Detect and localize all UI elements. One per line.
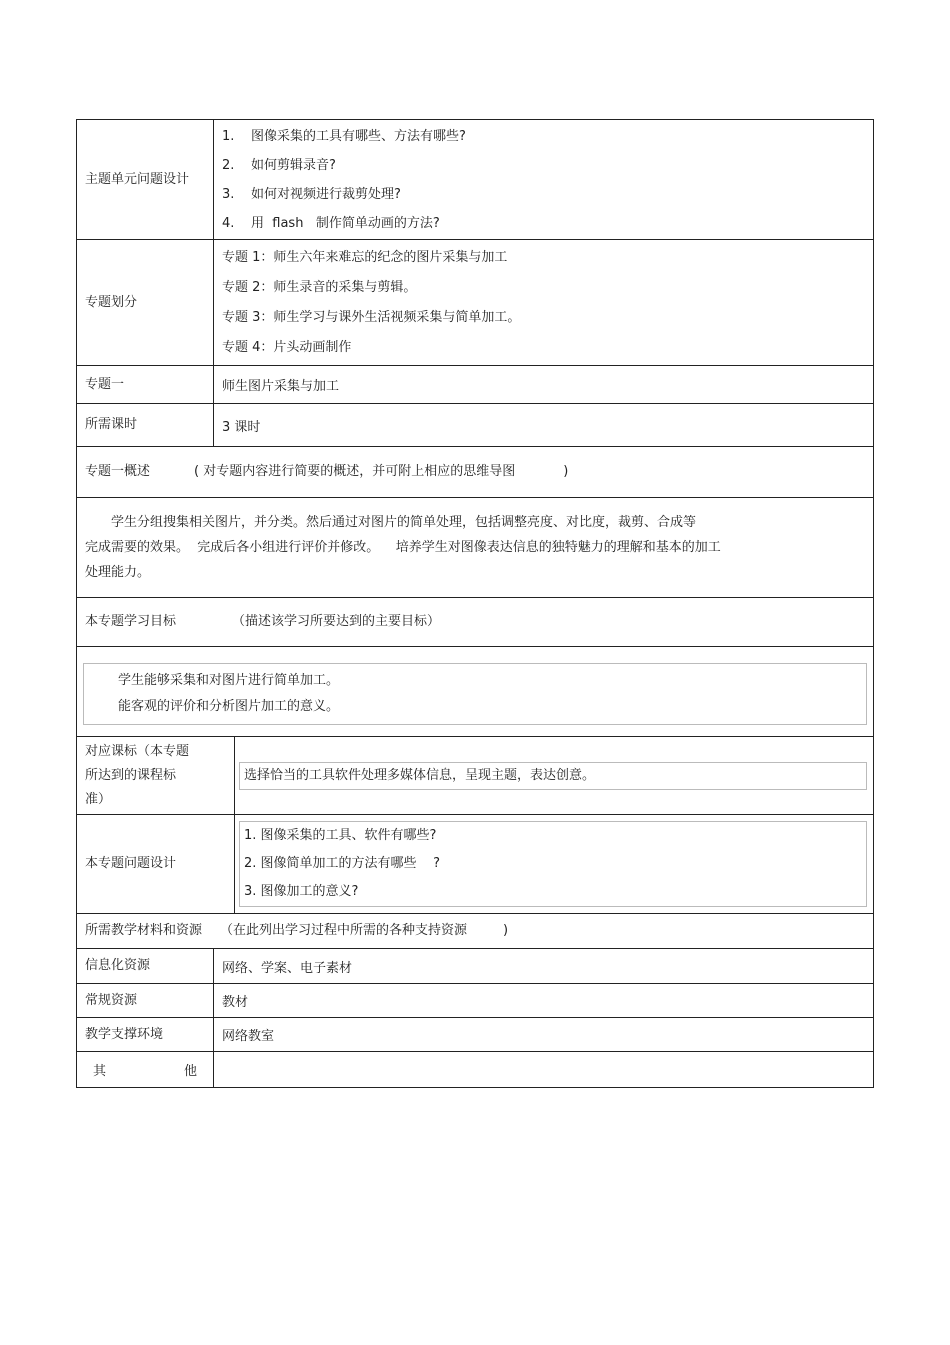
question-item: 3. 如何对视频进行裁剪处理?	[222, 187, 401, 202]
row-goals	[77, 598, 874, 647]
overview-header	[77, 447, 874, 498]
goal-item: 能客观的评价和分析图片加工的意义。	[118, 699, 340, 714]
regular-resources-value: 教材	[214, 984, 874, 1018]
question-design-list	[214, 120, 874, 240]
topic-question-item: 1. 图像采集的工具、软件有哪些?	[244, 828, 437, 843]
overview-hint: ( 对专题内容进行简要的概述，并可附上相应的思维导图	[194, 464, 516, 479]
lesson-plan-table	[76, 119, 873, 1088]
goal-item: 学生能够采集和对图片进行简单加工。	[118, 673, 340, 688]
standard-value: 选择恰当的工具软件处理多媒体信息，呈现主题，表达创意。	[244, 767, 596, 783]
info-resources-label: 信息化资源	[77, 949, 214, 984]
row-environment	[77, 1018, 874, 1052]
row-question-design	[77, 120, 874, 240]
row-info-resources	[77, 949, 874, 984]
topic-one-value: 师生图片采集与加工	[214, 366, 874, 404]
topic-question-item: 2. 图像简单加工的方法有哪些 ?	[244, 856, 440, 871]
overview-line: 处理能力。	[85, 565, 151, 580]
hours-label: 所需课时	[77, 404, 214, 447]
overview-text	[77, 498, 874, 598]
row-hours	[77, 404, 874, 447]
hours-value: 3 课时	[214, 404, 874, 447]
topic-item: 专题 3：师生学习与课外生活视频采集与简单加工。	[222, 309, 521, 325]
standard-box	[239, 762, 867, 790]
question-item: 1. 图像采集的工具有哪些、方法有哪些?	[222, 129, 466, 144]
other-value	[214, 1052, 874, 1088]
topic-division-list	[214, 240, 874, 366]
standard-value-cell	[235, 737, 874, 815]
row-regular-resources	[77, 984, 874, 1018]
regular-resources-label: 常规资源	[77, 984, 214, 1018]
topic-item: 专题 4：片头动画制作	[222, 339, 352, 355]
goals-hint: （描述该学习所要达到的主要目标）	[232, 614, 441, 629]
overview-label: 专题一概述	[85, 464, 151, 479]
materials-hint-end: )	[503, 923, 509, 938]
goals-text-cell	[77, 647, 874, 737]
row-overview-text	[77, 498, 874, 598]
row-topic-one	[77, 366, 874, 404]
row-materials	[77, 914, 874, 949]
question-item: 2. 如何剪辑录音?	[222, 158, 336, 173]
overview-hint-end: )	[563, 464, 569, 479]
topic-item: 专题 1：师生六年来难忘的纪念的图片采集与加工	[222, 249, 508, 265]
goals-box	[83, 663, 867, 725]
materials-header	[77, 914, 874, 949]
row-overview	[77, 447, 874, 498]
topic-one-label: 专题一	[77, 366, 214, 404]
row-topic-questions	[77, 815, 874, 914]
topic-questions-cell	[235, 815, 874, 914]
row-topic-division	[77, 240, 874, 366]
topic-division-label: 专题划分	[77, 240, 214, 366]
materials-label: 所需教学材料和资源	[85, 923, 203, 938]
topic-questions-label: 本专题问题设计	[77, 815, 235, 914]
row-other	[77, 1052, 874, 1088]
row-standard	[77, 737, 874, 815]
topic-questions-box	[239, 821, 867, 907]
question-design-label: 主题单元问题设计	[77, 120, 214, 240]
standard-label: 对应课标（本专题 所达到的课程标 准）	[77, 737, 235, 815]
other-label: 其 他	[77, 1052, 214, 1088]
goals-header	[77, 598, 874, 647]
info-resources-value: 网络、学案、电子素材	[214, 949, 874, 984]
overview-line: 学生分组搜集相关图片，并分类。然后通过对图片的简单处理，包括调整亮度、对比度，裁剪、合成等	[111, 515, 697, 530]
question-item: 4. 用 flash 制作简单动画的方法?	[222, 216, 440, 231]
topic-question-item: 3. 图像加工的意义?	[244, 884, 359, 899]
materials-hint: （在此列出学习过程中所需的各种支持资源	[220, 923, 468, 938]
environment-value: 网络教室	[214, 1018, 874, 1052]
environment-label: 教学支撑环境	[77, 1018, 214, 1052]
plan-table	[76, 119, 874, 1088]
topic-item: 专题 2：师生录音的采集与剪辑。	[222, 279, 417, 295]
row-goals-text	[77, 647, 874, 737]
overview-line: 完成需要的效果。 完成后各小组进行评价并修改。 培养学生对图像表达信息的独特魅力的理解和基本的加工	[85, 540, 721, 555]
goals-label: 本专题学习目标	[85, 614, 177, 629]
